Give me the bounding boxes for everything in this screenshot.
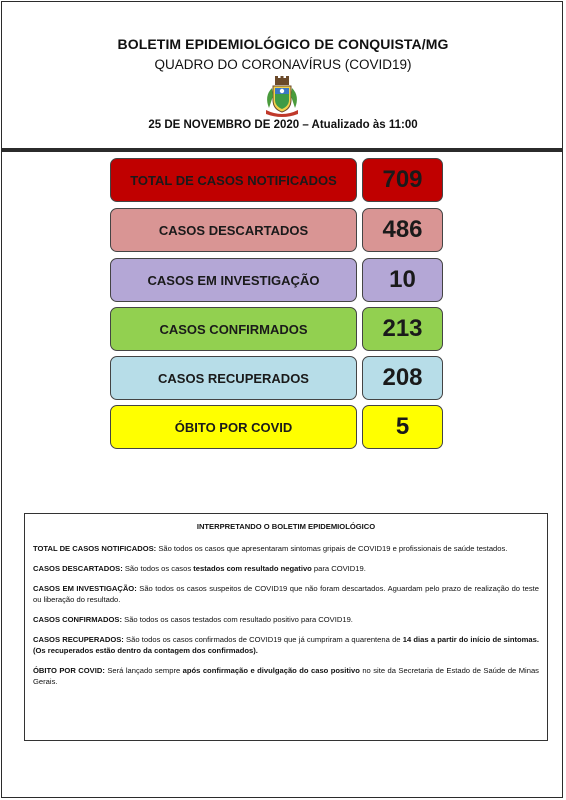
bulletin-date: 25 DE NOVEMBRO DE 2020 – Atualizado às 11:00 xyxy=(148,119,418,131)
definition-term: ÓBITO POR COVID: xyxy=(33,666,105,675)
header-divider xyxy=(1,149,563,152)
definition-total-notified xyxy=(33,543,539,554)
stat-label-confirmed: CASOS CONFIRMADOS xyxy=(110,307,357,351)
stat-label-total-notified: TOTAL DE CASOS NOTIFICADOS xyxy=(110,158,357,202)
page-border-right xyxy=(562,150,563,798)
definition-term: CASOS EM INVESTIGAÇÃO: xyxy=(33,584,137,593)
interpretation-title: INTERPRETANDO O BOLETIM EPIDEMIOLÓGICO xyxy=(196,522,376,531)
stat-label-discarded: CASOS DESCARTADOS xyxy=(110,208,357,252)
definition-term: CASOS DESCARTADOS: xyxy=(33,564,123,573)
definition-investigation xyxy=(33,583,539,605)
stat-value-deaths: 5 xyxy=(362,405,443,449)
stat-label-recovered: CASOS RECUPERADOS xyxy=(110,356,357,400)
stat-label-investigation: CASOS EM INVESTIGAÇÃO xyxy=(110,258,357,302)
stat-value-confirmed: 213 xyxy=(362,307,443,351)
stat-label-deaths: ÓBITO POR COVID xyxy=(110,405,357,449)
definition-confirmed xyxy=(33,614,539,625)
bulletin-title: BOLETIM EPIDEMIOLÓGICO DE CONQUISTA/MG xyxy=(117,36,449,52)
definition-text: São todos os casos confirmados de COVID19 que já cumpriram a quarentena de xyxy=(123,635,403,644)
definition-emphasis: 14 dias a partir do início de sintomas. (Os recuperados estão dentro da contagem dos confirmados). xyxy=(33,635,539,655)
definition-term: TOTAL DE CASOS NOTIFICADOS: xyxy=(33,544,157,553)
definition-text: São todos os casos xyxy=(122,564,194,573)
definition-term: CASOS CONFIRMADOS: xyxy=(33,615,123,624)
definition-term: CASOS RECUPERADOS: xyxy=(33,635,124,644)
definition-text: São todos os casos suspeitos de COVID19 que não foram descartados. Aguardam pelo prazo de realização do teste ou liberação do resultado. xyxy=(33,584,539,604)
stat-value-investigation: 10 xyxy=(362,258,443,302)
interpretation-box xyxy=(24,513,548,741)
page-border-left xyxy=(1,150,2,798)
municipal-coat-of-arms-icon xyxy=(260,76,304,118)
definition-recovered xyxy=(33,634,539,656)
page-border-bottom xyxy=(1,797,563,798)
bulletin-subtitle: QUADRO DO CORONAVÍRUS (COVID19) xyxy=(154,57,412,72)
definition-text: para COVID19. xyxy=(311,564,366,573)
definition-discarded xyxy=(33,563,539,574)
definition-emphasis: testados com resultado negativo xyxy=(193,564,312,573)
stat-value-discarded: 486 xyxy=(362,208,443,252)
definition-emphasis: após confirmação e divulgação do caso positivo xyxy=(182,666,360,675)
definition-text: São todos os casos testados com resultado positivo para COVID19. xyxy=(122,615,353,624)
definition-text: Será lançado sempre xyxy=(104,666,183,675)
stat-value-recovered: 208 xyxy=(362,356,443,400)
stat-value-total-notified: 709 xyxy=(362,158,443,202)
definition-deaths xyxy=(33,665,539,687)
definition-text: no site da Secretaria de Estado de Saúde de Minas Gerais. xyxy=(33,666,539,686)
definition-text: São todos os casos que apresentaram sintomas gripais de COVID19 e profissionais de saúde testados. xyxy=(156,544,508,553)
